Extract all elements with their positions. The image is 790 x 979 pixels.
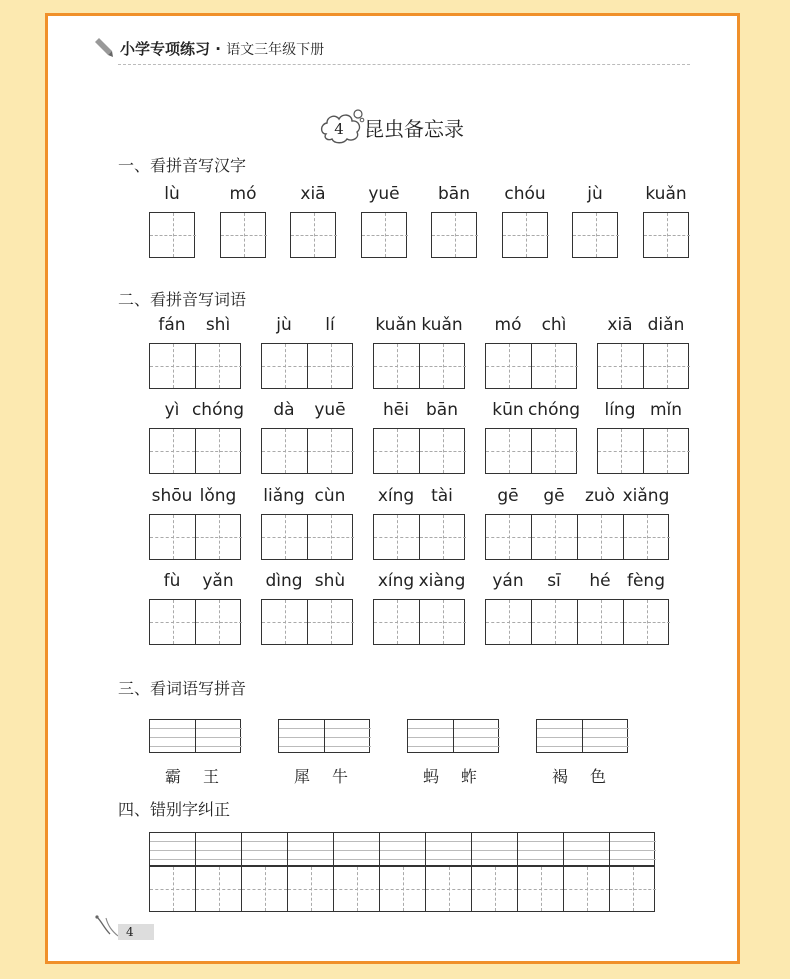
- writing-cell[interactable]: [334, 867, 380, 911]
- pinyin-label: chóng: [527, 400, 581, 420]
- writing-cell[interactable]: [308, 429, 354, 473]
- writing-cell[interactable]: [374, 344, 420, 388]
- pinyin-cell[interactable]: [279, 720, 325, 752]
- pinyin-label: zuò: [584, 486, 616, 506]
- guide-line: [150, 746, 195, 747]
- writing-cell[interactable]: [242, 867, 288, 911]
- pinyin-label: jù: [587, 184, 603, 204]
- guide-line: [564, 859, 609, 860]
- writing-cell[interactable]: [150, 429, 196, 473]
- pinyin-cell[interactable]: [537, 720, 583, 752]
- pinyin-label: yì: [164, 400, 180, 420]
- guide-line: [334, 841, 379, 842]
- guide-line: [196, 746, 242, 747]
- writing-cell[interactable]: [380, 867, 426, 911]
- writing-cell[interactable]: [486, 515, 532, 559]
- writing-cell[interactable]: [362, 213, 408, 257]
- guide-line: [150, 859, 195, 860]
- pinyin-cell[interactable]: [380, 833, 426, 865]
- word-box[interactable]: [485, 428, 577, 474]
- pinyin-label: yuē: [368, 184, 400, 204]
- pinyin-label: xíng: [377, 571, 415, 591]
- pencil-icon: [92, 36, 114, 58]
- lesson-number: 4: [334, 120, 344, 138]
- guide-line: [380, 850, 425, 851]
- pinyin-label: chì: [541, 315, 567, 335]
- guide-line: [150, 841, 195, 842]
- writing-cell[interactable]: [196, 515, 242, 559]
- writing-cell[interactable]: [564, 867, 610, 911]
- writing-cell[interactable]: [288, 867, 334, 911]
- guide-line: [426, 859, 471, 860]
- swirl-icon: [94, 914, 120, 940]
- writing-cell[interactable]: [150, 213, 196, 257]
- pinyin-label: fán: [158, 315, 186, 335]
- pinyin-cell[interactable]: [610, 833, 656, 865]
- word-label: 犀牛: [294, 767, 371, 786]
- writing-cell[interactable]: [374, 600, 420, 644]
- word-box[interactable]: [485, 599, 669, 645]
- guide-line: [518, 859, 563, 860]
- pinyin-label: xíng: [377, 486, 415, 506]
- pinyin-cell[interactable]: [150, 720, 196, 752]
- character-box[interactable]: [502, 212, 548, 258]
- guide-line: [325, 728, 371, 729]
- word-label: 蚂蚱: [423, 767, 500, 786]
- character-box[interactable]: [149, 212, 195, 258]
- guide-line: [426, 841, 471, 842]
- pinyin-cell[interactable]: [150, 833, 196, 865]
- pinyin-label: hēi: [383, 400, 409, 420]
- guide-line: [150, 850, 195, 851]
- writing-cell[interactable]: [262, 429, 308, 473]
- pinyin-label: xiàng: [418, 571, 466, 591]
- pinyin-label: kūn: [492, 400, 524, 420]
- guide-line: [610, 859, 656, 860]
- pinyin-label: dà: [273, 400, 295, 420]
- guide-line: [583, 737, 629, 738]
- pinyin-writing-box[interactable]: [278, 719, 370, 753]
- pinyin-cell[interactable]: [564, 833, 610, 865]
- pinyin-label: fù: [163, 571, 181, 591]
- writing-cell[interactable]: [578, 515, 624, 559]
- guide-line: [150, 728, 195, 729]
- guide-line: [454, 737, 500, 738]
- pinyin-label: gē: [497, 486, 519, 506]
- pinyin-label: sī: [547, 571, 561, 591]
- guide-line: [583, 728, 629, 729]
- pinyin-writing-box[interactable]: [407, 719, 499, 753]
- pinyin-label: shì: [205, 315, 231, 335]
- guide-line: [279, 746, 324, 747]
- writing-cell[interactable]: [644, 213, 690, 257]
- writing-cell[interactable]: [308, 515, 354, 559]
- character-box[interactable]: [431, 212, 477, 258]
- word-box[interactable]: [261, 428, 353, 474]
- pinyin-cell[interactable]: [334, 833, 380, 865]
- guide-line: [150, 737, 195, 738]
- pinyin-label: chóng: [191, 400, 245, 420]
- pinyin-label: mǐn: [649, 400, 683, 420]
- writing-cell[interactable]: [578, 600, 624, 644]
- word-box[interactable]: [261, 514, 353, 560]
- word-box[interactable]: [149, 599, 241, 645]
- pinyin-label: kuǎn: [421, 315, 463, 335]
- guide-line: [564, 841, 609, 842]
- lesson-title: 昆虫备忘录: [364, 117, 464, 141]
- writing-cell[interactable]: [573, 213, 619, 257]
- section-2-heading: 二、看拼音写词语: [118, 290, 247, 309]
- guide-line: [472, 859, 517, 860]
- word-box[interactable]: [485, 343, 577, 389]
- pinyin-label: bān: [426, 400, 458, 420]
- guide-line: [454, 728, 500, 729]
- guide-line: [408, 728, 453, 729]
- pinyin-cell[interactable]: [288, 833, 334, 865]
- header-divider: [118, 64, 690, 65]
- guide-line: [196, 728, 242, 729]
- pinyin-cell[interactable]: [242, 833, 288, 865]
- character-box[interactable]: [643, 212, 689, 258]
- guide-line: [288, 841, 333, 842]
- word-box[interactable]: [597, 428, 689, 474]
- writing-cell[interactable]: [262, 600, 308, 644]
- pinyin-label: chóu: [504, 184, 546, 204]
- character-box[interactable]: [572, 212, 618, 258]
- writing-cell[interactable]: [426, 867, 472, 911]
- pinyin-label: dìng: [265, 571, 303, 591]
- writing-cell[interactable]: [644, 429, 690, 473]
- pinyin-label: tài: [431, 486, 453, 506]
- guide-line: [518, 841, 563, 842]
- word-label: 霸王: [165, 767, 242, 786]
- pinyin-label: hé: [589, 571, 611, 591]
- word-box[interactable]: [149, 343, 241, 389]
- guide-line: [472, 850, 517, 851]
- pinyin-cell[interactable]: [583, 720, 629, 752]
- guide-line: [325, 746, 371, 747]
- word-box[interactable]: [261, 343, 353, 389]
- pinyin-writing-box[interactable]: [536, 719, 628, 753]
- pinyin-label: jù: [276, 315, 292, 335]
- guide-line: [325, 737, 371, 738]
- character-box[interactable]: [220, 212, 266, 258]
- pinyin-cell[interactable]: [408, 720, 454, 752]
- guide-line: [518, 850, 563, 851]
- guide-line: [380, 859, 425, 860]
- guide-line: [288, 859, 333, 860]
- writing-cell[interactable]: [374, 429, 420, 473]
- guide-line: [537, 728, 582, 729]
- guide-line: [426, 850, 471, 851]
- word-box[interactable]: [149, 428, 241, 474]
- character-box[interactable]: [361, 212, 407, 258]
- pinyin-label: yuē: [314, 400, 346, 420]
- pinyin-label: kuǎn: [645, 184, 687, 204]
- writing-cell[interactable]: [518, 867, 564, 911]
- writing-cell[interactable]: [420, 600, 466, 644]
- pinyin-cell[interactable]: [196, 720, 242, 752]
- section-3-heading: 三、看词语写拼音: [118, 679, 247, 698]
- pinyin-label: xiā: [607, 315, 633, 335]
- guide-line: [564, 850, 609, 851]
- pinyin-label: bān: [438, 184, 470, 204]
- pinyin-label: diǎn: [647, 315, 685, 335]
- guide-line: [583, 746, 629, 747]
- writing-cell[interactable]: [486, 429, 532, 473]
- writing-cell[interactable]: [598, 344, 644, 388]
- pinyin-label: fèng: [626, 571, 665, 591]
- header-title: [120, 38, 324, 59]
- word-box[interactable]: [149, 514, 241, 560]
- guide-line: [454, 746, 500, 747]
- writing-cell[interactable]: [291, 213, 337, 257]
- guide-line: [408, 746, 453, 747]
- writing-cell[interactable]: [486, 344, 532, 388]
- guide-line: [279, 737, 324, 738]
- pinyin-label: mó: [494, 315, 522, 335]
- writing-cell[interactable]: [196, 429, 242, 473]
- pinyin-label: gē: [543, 486, 565, 506]
- writing-cell[interactable]: [598, 429, 644, 473]
- guide-line: [610, 850, 656, 851]
- guide-line: [380, 841, 425, 842]
- writing-cell[interactable]: [486, 600, 532, 644]
- pinyin-label: cùn: [314, 486, 346, 506]
- pinyin-cell[interactable]: [454, 720, 500, 752]
- pinyin-label: yán: [492, 571, 524, 591]
- header-separator: ·: [215, 40, 221, 58]
- guide-line: [242, 859, 287, 860]
- writing-cell[interactable]: [150, 515, 196, 559]
- guide-line: [288, 850, 333, 851]
- guide-line: [537, 737, 582, 738]
- word-box[interactable]: [485, 514, 669, 560]
- writing-cell[interactable]: [472, 867, 518, 911]
- guide-line: [196, 850, 241, 851]
- writing-cell[interactable]: [532, 515, 578, 559]
- guide-line: [279, 728, 324, 729]
- guide-line: [242, 841, 287, 842]
- writing-cell[interactable]: [150, 600, 196, 644]
- writing-cell[interactable]: [420, 344, 466, 388]
- cloud-badge-icon: [318, 108, 366, 148]
- guide-line: [334, 850, 379, 851]
- writing-cell[interactable]: [196, 344, 242, 388]
- writing-cell[interactable]: [503, 213, 549, 257]
- word-box[interactable]: [373, 428, 465, 474]
- writing-cell[interactable]: [532, 429, 578, 473]
- writing-cell[interactable]: [532, 600, 578, 644]
- pinyin-label: xiǎng: [622, 486, 670, 506]
- writing-cell[interactable]: [610, 867, 656, 911]
- guide-line: [408, 737, 453, 738]
- pinyin-label: kuǎn: [375, 315, 417, 335]
- pinyin-cell[interactable]: [472, 833, 518, 865]
- pinyin-cell[interactable]: [325, 720, 371, 752]
- guide-line: [196, 841, 241, 842]
- book-title: 小学专项练习: [120, 40, 211, 58]
- section-4-heading: 四、错别字纠正: [118, 800, 231, 819]
- pinyin-label: lǒng: [199, 486, 237, 506]
- pinyin-label: lù: [164, 184, 180, 204]
- writing-cell[interactable]: [262, 344, 308, 388]
- guide-line: [196, 859, 241, 860]
- word-box[interactable]: [597, 343, 689, 389]
- pinyin-cell[interactable]: [426, 833, 472, 865]
- pinyin-label: líng: [604, 400, 636, 420]
- pinyin-label: mó: [229, 184, 257, 204]
- page-number: 4: [118, 924, 154, 940]
- word-box[interactable]: [261, 599, 353, 645]
- correction-character-row[interactable]: [149, 866, 655, 912]
- guide-line: [537, 746, 582, 747]
- pinyin-cell[interactable]: [518, 833, 564, 865]
- writing-cell[interactable]: [221, 213, 267, 257]
- guide-line: [472, 841, 517, 842]
- writing-cell[interactable]: [420, 429, 466, 473]
- writing-cell[interactable]: [374, 515, 420, 559]
- word-box[interactable]: [373, 343, 465, 389]
- pinyin-label: shōu: [151, 486, 193, 506]
- guide-line: [610, 841, 656, 842]
- pinyin-label: shù: [314, 571, 346, 591]
- word-box[interactable]: [373, 599, 465, 645]
- writing-cell[interactable]: [308, 600, 354, 644]
- writing-cell[interactable]: [262, 515, 308, 559]
- writing-cell[interactable]: [150, 867, 196, 911]
- writing-cell[interactable]: [432, 213, 478, 257]
- writing-cell[interactable]: [644, 344, 690, 388]
- word-label: 褐色: [552, 767, 629, 786]
- writing-cell[interactable]: [624, 515, 670, 559]
- section-1-heading: 一、看拼音写汉字: [118, 156, 247, 175]
- character-box[interactable]: [290, 212, 336, 258]
- guide-line: [196, 737, 242, 738]
- writing-cell[interactable]: [196, 867, 242, 911]
- guide-line: [242, 850, 287, 851]
- writing-cell[interactable]: [420, 515, 466, 559]
- pinyin-writing-box[interactable]: [149, 719, 241, 753]
- writing-cell[interactable]: [308, 344, 354, 388]
- pinyin-label: yǎn: [202, 571, 234, 591]
- writing-cell[interactable]: [150, 344, 196, 388]
- pinyin-label: xiā: [300, 184, 326, 204]
- guide-line: [334, 859, 379, 860]
- pinyin-label: liǎng: [263, 486, 305, 506]
- correction-pinyin-row[interactable]: [149, 832, 655, 866]
- writing-cell[interactable]: [196, 600, 242, 644]
- writing-cell[interactable]: [532, 344, 578, 388]
- writing-cell[interactable]: [624, 600, 670, 644]
- pinyin-cell[interactable]: [196, 833, 242, 865]
- pinyin-label: lí: [325, 315, 335, 335]
- word-box[interactable]: [373, 514, 465, 560]
- book-subtitle: 语文三年级下册: [226, 42, 325, 58]
